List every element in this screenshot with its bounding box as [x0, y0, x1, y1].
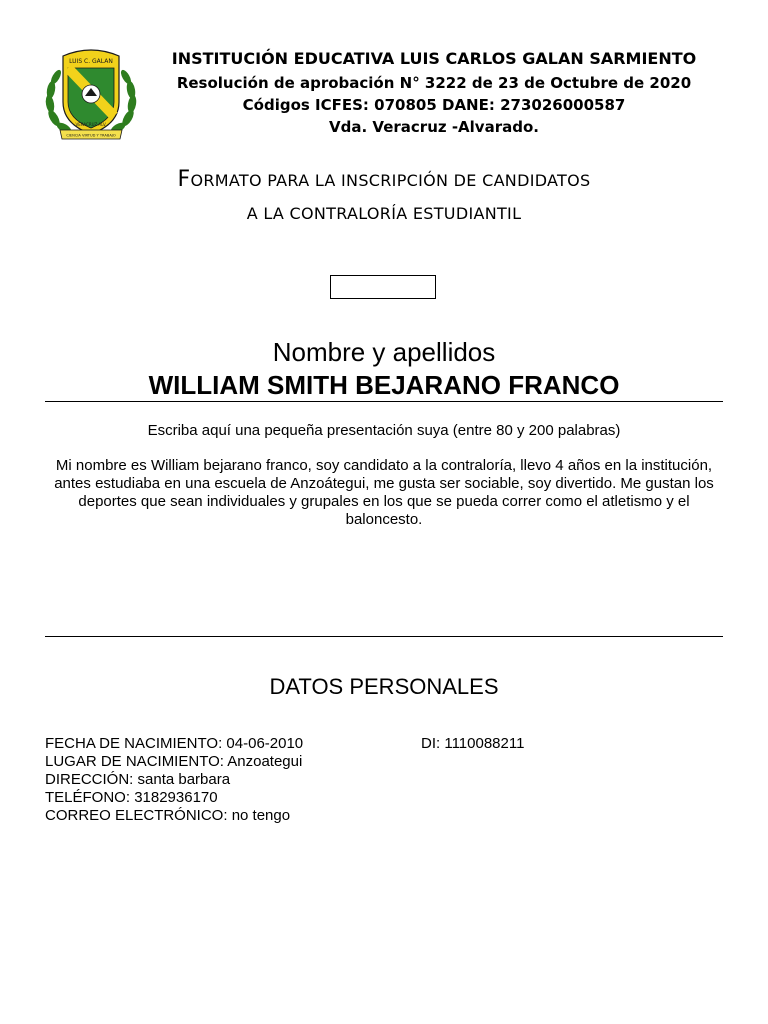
- phone-label: TELÉFONO:: [45, 789, 135, 806]
- name-label: Nombre y apellidos: [272, 337, 496, 367]
- phone-field: [45, 789, 218, 807]
- address-field: [45, 771, 230, 789]
- institution-location: Vda. Veracruz -Alvarado.: [329, 118, 539, 136]
- form-title-line-2: A LA CONTRALORÍA ESTUDIANTIL: [246, 204, 522, 223]
- candidate-code-box[interactable]: [330, 275, 436, 299]
- form-title-line-1-rest: ORMATO PARA LA INSCRIPCIÓN DE CANDIDATOS: [190, 171, 591, 190]
- birth-place-value: Anzoategui: [227, 753, 303, 770]
- presentation-text: Mi nombre es William bejarano franco, soy candidato a la contraloría, llevo 4 años en la institución, antes estudiaba en una escuela de Anzoátegui, me gusta ser sociable, soy divertido. Me gustan los deportes que sean individuales y grupales en los que se pueda correr como el atletismo y el baloncesto.: [54, 457, 714, 528]
- institution-name: INSTITUCIÓN EDUCATIVA LUIS CARLOS GALAN SARMIENTO: [171, 49, 697, 68]
- school-crest-logo: [44, 46, 138, 142]
- birth-place-field: [45, 753, 302, 771]
- birth-date-field: [45, 735, 303, 753]
- address-value: santa barbara: [137, 771, 231, 788]
- id-field: [421, 735, 524, 753]
- birth-place-label: LUGAR DE NACIMIENTO:: [45, 753, 228, 770]
- email-field: [45, 807, 290, 825]
- presentation-instruction: Escriba aquí una pequeña presentación suya (entre 80 y 200 palabras): [147, 422, 621, 439]
- svg-text:VERACRUZ ALV.: VERACRUZ ALV.: [75, 122, 107, 127]
- birth-date-value: 04-06-2010: [226, 735, 304, 752]
- email-label: CORREO ELECTRÓNICO:: [45, 807, 232, 824]
- phone-value: 3182936170: [134, 789, 218, 806]
- candidate-full-name: WILLIAM SMITH BEJARANO FRANCO: [148, 370, 620, 400]
- form-title-line-1: [60, 167, 708, 192]
- form-title-initial: F: [177, 167, 191, 192]
- email-value: no tengo: [231, 807, 291, 824]
- svg-text:LUIS C. GALAN: LUIS C. GALAN: [69, 58, 113, 65]
- personal-data-title: DATOS PERSONALES: [269, 674, 499, 699]
- divider-line: [45, 401, 723, 402]
- institution-codes: Códigos ICFES: 070805 DANE: 273026000587: [242, 96, 626, 114]
- id-value: 1110088211: [444, 735, 525, 752]
- birth-date-label: FECHA DE NACIMIENTO:: [45, 735, 227, 752]
- address-label: DIRECCIÓN:: [45, 771, 138, 788]
- approval-resolution: Resolución de aprobación N° 3222 de 23 de Octubre de 2020: [176, 74, 692, 92]
- id-label: DI:: [421, 735, 445, 752]
- svg-text:CIENCIA VIRTUD Y TRABAJO: CIENCIA VIRTUD Y TRABAJO: [66, 133, 116, 138]
- divider-line: [45, 636, 723, 637]
